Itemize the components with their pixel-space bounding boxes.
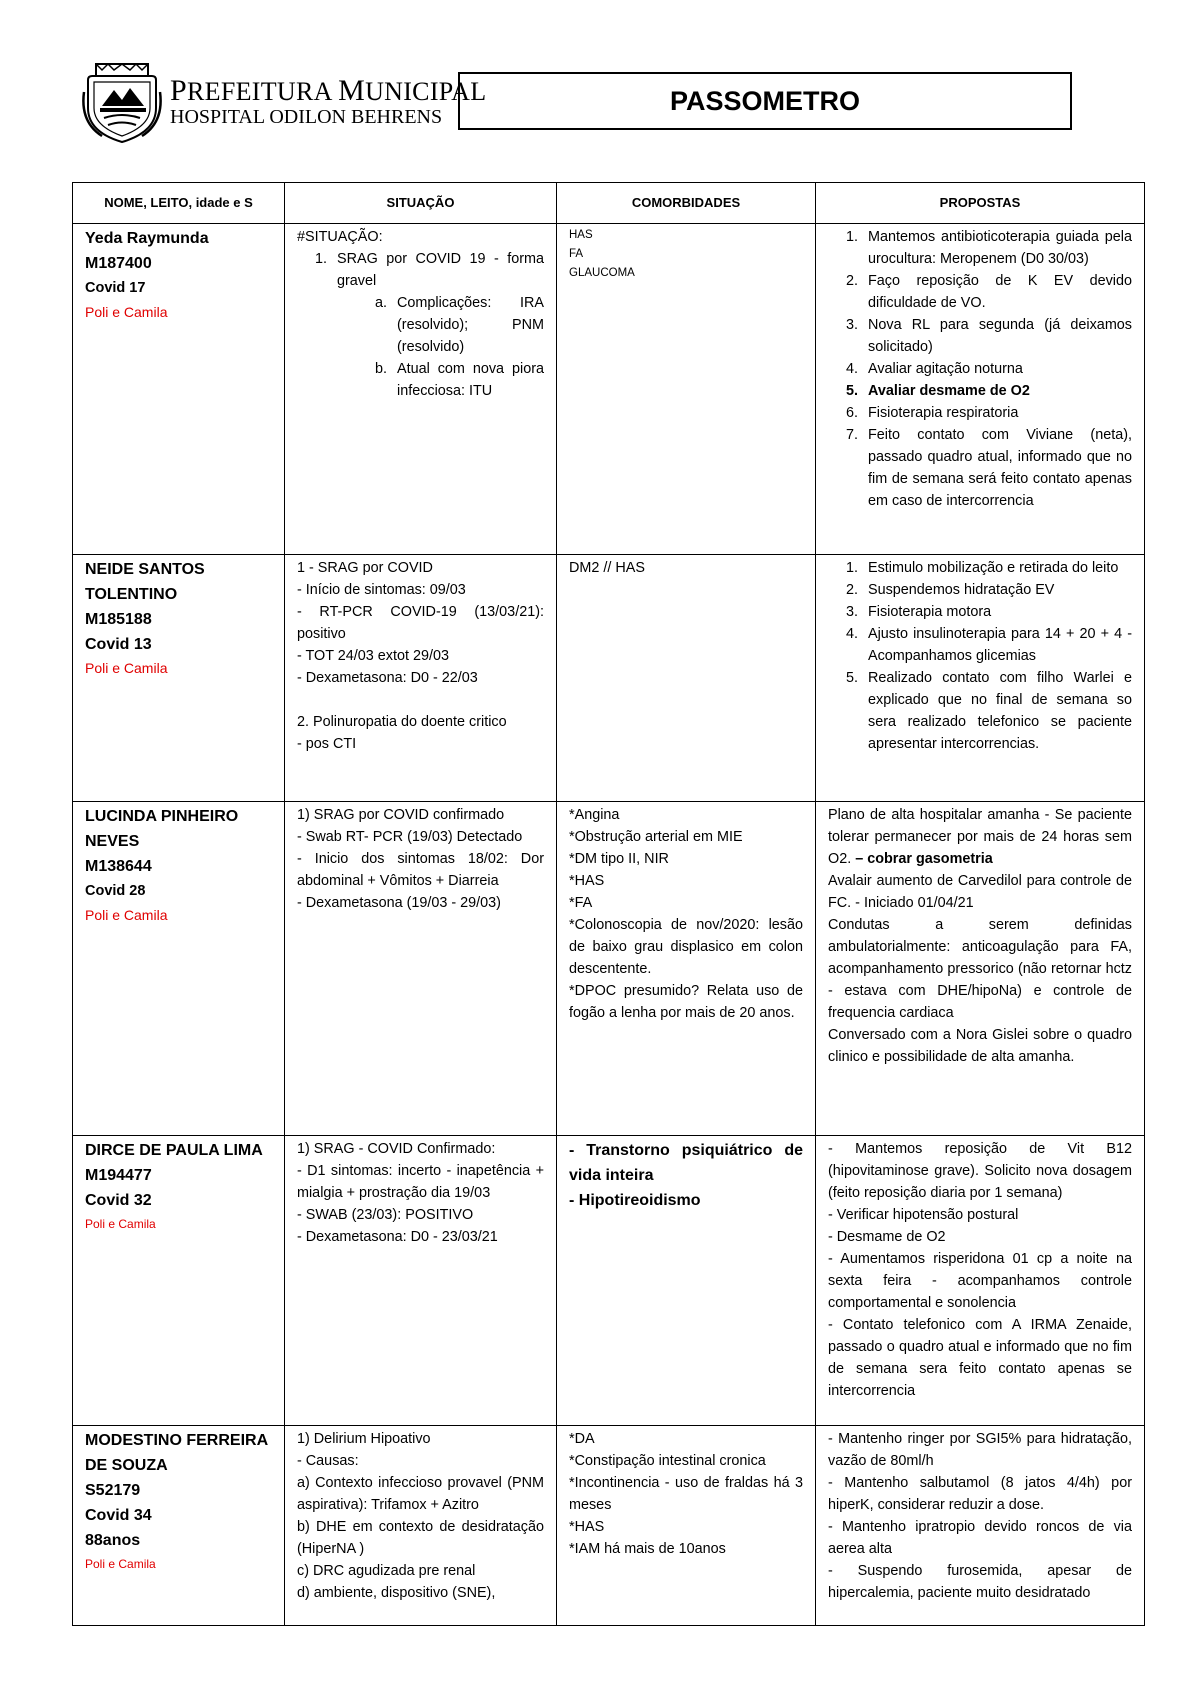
situation-heading: #SITUAÇÃO: (297, 229, 383, 245)
list-item: 5. Avaliar desmame de O2 (862, 380, 1132, 402)
situation-cell (285, 555, 557, 802)
patient-bed: Covid 32 (85, 1192, 152, 1209)
patient-bed: Covid 34 (85, 1507, 152, 1524)
list-item: - Desmame de O2 (828, 1229, 946, 1245)
comorbidities-cell (557, 802, 816, 1136)
proposals-list (828, 226, 1132, 512)
patient-bed: Covid 13 (85, 636, 152, 653)
patient-cell (73, 1136, 285, 1426)
situation-cell (285, 802, 557, 1136)
proposals-cell (816, 224, 1145, 555)
list-item: *Colonoscopia de nov/2020: lesão de baixo grau displasico em colon descentente. (569, 917, 803, 977)
proposals-list (828, 557, 1132, 755)
patient-record: M138644 (85, 858, 152, 875)
list-item: - Início de sintomas: 09/03 (297, 582, 466, 598)
list-item: - RT-PCR COVID-19 (13/03/21): positivo (297, 604, 544, 642)
list-item: - Aumentamos risperidona 01 cp a noite na sexta feira - acompanhamos controle comportamental e sonolencia (828, 1251, 1132, 1311)
list-item: - Dexametasona: D0 - 23/03/21 (297, 1229, 498, 1245)
column-header-name: NOME, LEITO, idade e S (73, 183, 285, 224)
list-item: *HAS (569, 873, 605, 889)
list-item: *Obstrução arterial em MIE (569, 829, 743, 845)
list-item: - Contato telefonico com A IRMA Zenaide, passado o quadro atual e informado que no fim de semana sera feito contato apenas se intercorrencia (828, 1317, 1132, 1399)
list-item: *IAM há mais de 10anos (569, 1541, 726, 1557)
patient-age: 88anos (85, 1532, 141, 1549)
list-item: - Mantenho salbutamol (8 jatos 4/4h) por hiperK, considerar reduzir a dose. (828, 1475, 1132, 1513)
patient-name: DIRCE DE PAULA LIMA (85, 1142, 263, 1159)
table-row (73, 1136, 1145, 1426)
list-item: DM2 // HAS (569, 560, 645, 576)
list-item: 2. Polinuropatia do doente critico (297, 714, 507, 730)
list-item: 1) SRAG - COVID Confirmado: (297, 1141, 496, 1157)
list-item: *DM tipo II, NIR (569, 851, 669, 867)
coat-of-arms-icon (82, 62, 162, 144)
list-item: Conversado com a Nora Gislei sobre o quadro clinico e possibilidade de alta amanha. (828, 1027, 1132, 1065)
patient-record: S52179 (85, 1482, 141, 1499)
list-item: - Dexametasona: D0 - 22/03 (297, 670, 478, 686)
patient-handoff-table (72, 182, 1145, 1626)
organization-title: PREFEITURA MUNICIPAL (170, 74, 487, 107)
table-row (73, 555, 1145, 802)
proposals-cell (816, 1136, 1145, 1426)
list-item: - Transtorno psiquiátrico de vida inteira (569, 1142, 803, 1184)
list-item: - SWAB (23/03): POSITIVO (297, 1207, 474, 1223)
list-item: 7. Feito contato com Viviane (neta), passado quadro atual, informado que no fim de semana será feito contato apenas em caso de intercorrencia (862, 424, 1132, 512)
list-item: 4. Avaliar agitação noturna (862, 358, 1132, 380)
hospital-name: HOSPITAL ODILON BEHRENS (170, 106, 443, 128)
patient-cell (73, 555, 285, 802)
list-item: a) Contexto infeccioso provavel (PNM aspirativa): Trifamox + Azitro (297, 1475, 544, 1513)
list-item: - Mantenho ringer por SGI5% para hidratação, vazão de 80ml/h (828, 1431, 1132, 1469)
list-item: 6. Fisioterapia respiratoria (862, 402, 1132, 424)
care-team: Poli e Camila (85, 304, 168, 320)
list-item: 1) SRAG por COVID confirmado (297, 807, 505, 823)
patient-record: M185188 (85, 611, 152, 628)
list-item: - Hipotireoidismo (569, 1192, 701, 1209)
list-item: - pos CTI (297, 736, 357, 752)
table-row (73, 224, 1145, 555)
list-item: 1. Estimulo mobilização e retirada do leito (862, 557, 1132, 579)
comorbidities-cell (557, 1136, 816, 1426)
list-item: - Verificar hipotensão postural (828, 1207, 1019, 1223)
list-item: 1. Mantemos antibioticoterapia guiada pela urocultura: Meropenem (D0 30/03) (862, 226, 1132, 270)
comorbidities-cell (557, 555, 816, 802)
list-item: *Angina (569, 807, 620, 823)
list-item: *Incontinencia - uso de fraldas há 3 meses (569, 1475, 803, 1513)
document-title: PASSOMETRO (458, 72, 1072, 130)
list-item: 5. Realizado contato com filho Warlei e explicado que no final de semana so sera realizado telefonico se paciente apresentar intercorrencias. (862, 667, 1132, 755)
list-item: a. Complicações: IRA (resolvido); PNM (resolvido) (391, 292, 544, 358)
care-team: Poli e Camila (85, 1557, 156, 1571)
list-item: 3. Nova RL para segunda (já deixamos solicitado) (862, 314, 1132, 358)
list-item: 1) Delirium Hipoativo (297, 1431, 431, 1447)
comorbidities-cell (557, 1426, 816, 1626)
column-header-proposals: PROPOSTAS (816, 183, 1145, 224)
table-header-row (73, 183, 1145, 224)
list-item: Plano de alta hospitalar amanha - Se paciente tolerar permanecer por mais de 24 horas sem O2. – cobrar gasometria (828, 807, 1132, 867)
list-item: 4. Ajusto insulinoterapia para 14 + 20 + 4 - Acompanhamos glicemias (862, 623, 1132, 667)
list-item: - Causas: (297, 1453, 359, 1469)
proposals-cell (816, 1426, 1145, 1626)
situation-list (297, 248, 544, 402)
list-item: FA (569, 248, 584, 260)
table-row (73, 802, 1145, 1136)
patient-name: MODESTINO FERREIRA DE SOUZA (85, 1432, 268, 1474)
care-team: Poli e Camila (85, 660, 168, 676)
situation-cell (285, 1426, 557, 1626)
list-item: *DA (569, 1431, 595, 1447)
list-item: Condutas a serem definidas ambulatorialmente: anticoagulação para FA, acompanhamento pressorico (não retornar hctz - estava com DHE/hipoNa) e controle de frequencia cardiaca (828, 917, 1132, 1021)
list-item: - TOT 24/03 extot 29/03 (297, 648, 450, 664)
list-item: c) DRC agudizada pre renal (297, 1563, 476, 1579)
list-item: - Mantenho ipratropio devido roncos de via aerea alta (828, 1519, 1132, 1557)
list-item: b. Atual com nova piora infecciosa: ITU (391, 358, 544, 402)
list-item: d) ambiente, dispositivo (SNE), (297, 1585, 496, 1601)
table-row (73, 1426, 1145, 1626)
comorbidities-cell (557, 224, 816, 555)
list-item: *HAS (569, 1519, 605, 1535)
proposals-cell (816, 555, 1145, 802)
list-item: *Constipação intestinal cronica (569, 1453, 766, 1469)
patient-cell (73, 1426, 285, 1626)
list-item: - D1 sintomas: incerto - inapetência + mialgia + prostração dia 19/03 (297, 1163, 544, 1201)
list-item: - Inicio dos sintomas 18/02: Dor abdominal + Vômitos + Diarreia (297, 851, 544, 889)
situation-cell (285, 1136, 557, 1426)
list-item: HAS (569, 229, 593, 241)
list-item: Avalair aumento de Carvedilol para controle de FC. - Iniciado 01/04/21 (828, 873, 1132, 911)
patient-cell (73, 802, 285, 1136)
list-item: - Swab RT- PCR (19/03) Detectado (297, 829, 523, 845)
column-header-situation: SITUAÇÃO (285, 183, 557, 224)
list-item: 2. Suspendemos hidratação EV (862, 579, 1132, 601)
patient-record: M187400 (85, 255, 152, 272)
list-item: - Suspendo furosemida, apesar de hipercalemia, paciente muito desidratado (828, 1563, 1132, 1601)
patient-record: M194477 (85, 1167, 152, 1184)
list-item: 1. SRAG por COVID 19 - forma gravel a. Complicações: IRA (resolvido); PNM (resolvido) b. Atual com nova piora infecciosa: ITU (331, 248, 544, 402)
list-item: - Mantemos reposição de Vit B12 (hipovitaminose grave). Solicito nova dosagem (feito reposição diaria por 1 semana) (828, 1141, 1132, 1201)
list-item: 1 - SRAG por COVID (297, 560, 433, 576)
patient-cell (73, 224, 285, 555)
care-team: Poli e Camila (85, 1217, 156, 1231)
proposals-cell (816, 802, 1145, 1136)
care-team: Poli e Camila (85, 907, 168, 923)
column-header-comorbidities: COMORBIDADES (557, 183, 816, 224)
situation-cell (285, 224, 557, 555)
patient-name: NEIDE SANTOS TOLENTINO (85, 561, 205, 603)
document-header (82, 62, 1082, 140)
list-item: *DPOC presumido? Relata uso de fogão a lenha por mais de 20 anos. (569, 983, 803, 1021)
list-item: *FA (569, 895, 593, 911)
list-item: GLAUCOMA (569, 267, 635, 279)
list-item: 3. Fisioterapia motora (862, 601, 1132, 623)
list-item: 2. Faço reposição de K EV devido dificuldade de VO. (862, 270, 1132, 314)
list-item: - Dexametasona (19/03 - 29/03) (297, 895, 501, 911)
patient-bed: Covid 17 (85, 280, 146, 296)
patient-name: Yeda Raymunda (85, 230, 209, 247)
list-item: b) DHE em contexto de desidratação (HiperNA ) (297, 1519, 544, 1557)
patient-bed: Covid 28 (85, 883, 146, 899)
patient-name: LUCINDA PINHEIRO NEVES (85, 808, 239, 850)
